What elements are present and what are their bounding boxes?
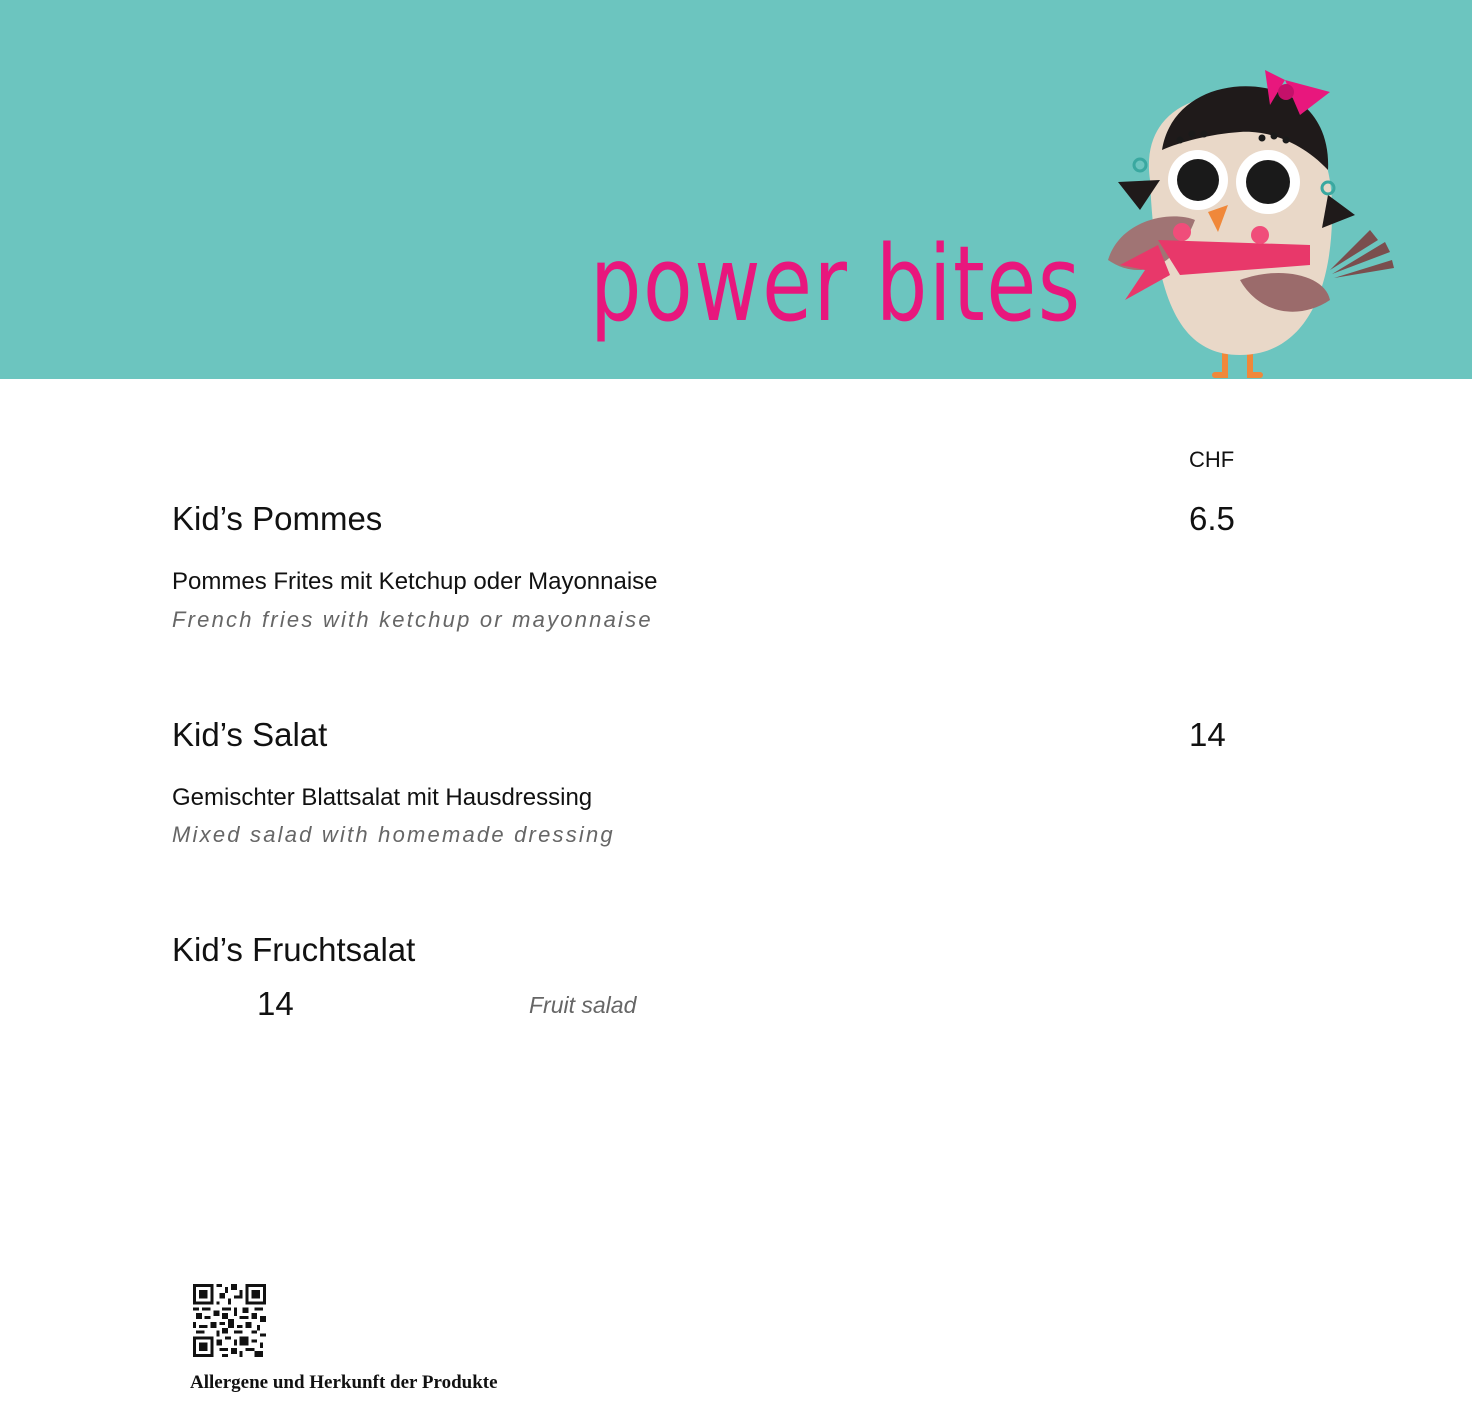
menu-item-price: 14 (1189, 716, 1226, 753)
menu-item-description-en: Fruit salad (529, 992, 637, 1018)
menu-item-description-de: Pommes Frites mit Ketchup oder Mayonnaise (172, 568, 658, 595)
qr-code-icon[interactable] (193, 1284, 266, 1357)
menu-item-name: Kid’s Salat (172, 716, 328, 753)
menu-item-description-en: Mixed salad with homemade dressing (172, 822, 615, 847)
menu-item-description-de: Gemischter Blattsalat mit Hausdressing (172, 784, 593, 811)
menu-item-name: Kid’s Fruchtsalat (172, 931, 416, 968)
allergens-origin-link[interactable]: Allergene und Herkunft der Produkte (190, 1372, 498, 1393)
header-banner (0, 0, 1472, 379)
page-title: power bites (590, 223, 1082, 345)
menu-item-name: Kid’s Pommes (172, 500, 383, 537)
menu-item-description-en: French fries with ketchup or mayonnaise (172, 607, 653, 632)
owl-mascot-illustration (1100, 70, 1400, 379)
currency-label: CHF (1189, 447, 1235, 472)
menu-item-price: 6.5 (1189, 500, 1235, 537)
menu-item-price: 14 (257, 985, 294, 1022)
